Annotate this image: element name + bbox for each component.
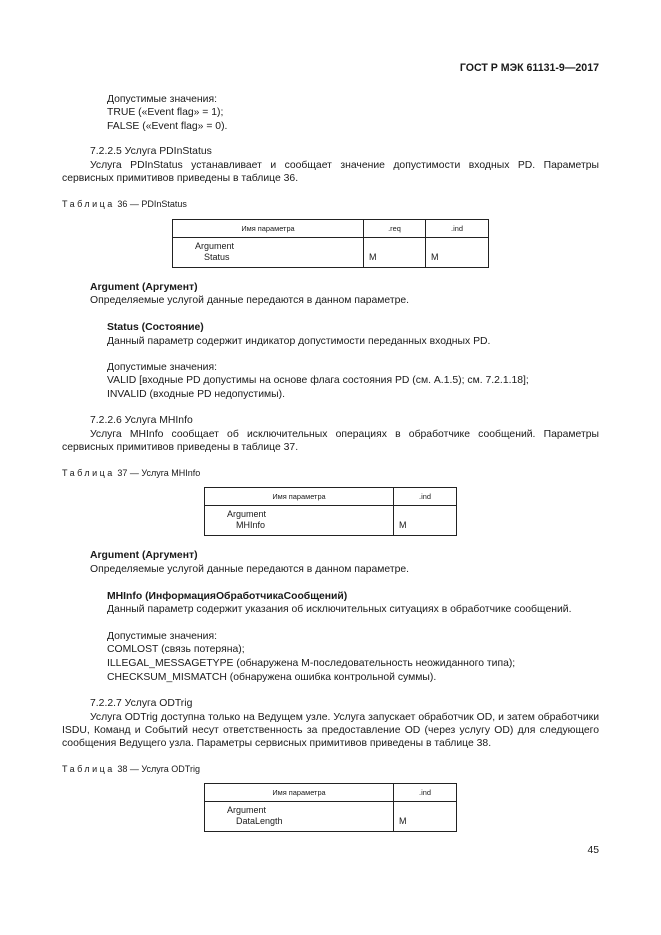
header-ind: .ind xyxy=(426,220,489,238)
table-37 xyxy=(204,487,457,536)
header-req: .req xyxy=(364,220,426,238)
table-37-caption xyxy=(62,467,200,480)
section-paragraph-7226: Услуга MHInfo сообщает об исключительных операциях в обработчике сообщений. Параметры сервисных примитивов приведены в таблице 37. xyxy=(62,429,599,453)
param-cell xyxy=(205,802,394,832)
allowed-value-illegal-messagetype: ILLEGAL_MESSAGETYPE (обнаружена M-последовательность неожиданного типа); xyxy=(107,658,516,669)
req-value: M xyxy=(364,238,426,268)
allowed-value-invalid: INVALID (входные PD недопустимы). xyxy=(107,389,285,400)
page-number: 45 xyxy=(587,845,599,856)
header-param-name: Имя параметра xyxy=(173,220,364,238)
header-ind: .ind xyxy=(394,784,457,802)
argument-text: Определяемые услугой данные передаются в данном параметре. xyxy=(90,564,410,575)
param-status: Status xyxy=(204,252,230,262)
table-caption-prefix: Таблица xyxy=(62,468,115,478)
allowed-value-checksum-mismatch: CHECKSUM_MISMATCH (обнаружена ошибка контрольной суммы). xyxy=(107,672,437,683)
table-caption-title: 36 — PDInStatus xyxy=(117,199,187,209)
argument-title: Argument (Аргумент) xyxy=(90,282,198,293)
status-title: Status (Состояние) xyxy=(107,322,204,333)
param-argument: Argument xyxy=(227,509,267,519)
param-argument: Argument xyxy=(195,241,235,251)
param-mhinfo: MHInfo xyxy=(236,520,266,530)
param-argument: Argument xyxy=(227,805,267,815)
table-38-caption xyxy=(62,763,200,776)
allowed-value-true: TRUE («Event flag» = 1); xyxy=(107,107,224,118)
allowed-values-title: Допустимые значения: xyxy=(107,362,217,373)
mhinfo-title: MHInfo (ИнформацияОбработчикаСообщений) xyxy=(107,591,348,602)
table-38 xyxy=(204,783,457,832)
argument-text: Определяемые услугой данные передаются в данном параметре. xyxy=(90,295,410,306)
table-caption-title: 38 — Услуга ODTrig xyxy=(117,764,200,774)
header-param-name: Имя параметра xyxy=(205,488,394,506)
mhinfo-text: Данный параметр содержит указания об исключительных ситуациях в обработчике сообщений. xyxy=(107,604,572,615)
section-heading-7225: 7.2.2.5 Услуга PDInStatus xyxy=(90,146,212,157)
allowed-values-title: Допустимые значения: xyxy=(107,631,217,642)
header-ind: .ind xyxy=(394,488,457,506)
argument-title: Argument (Аргумент) xyxy=(90,550,198,561)
ind-value: M xyxy=(394,506,457,536)
section-paragraph-7227: Услуга ODTrig доступна только на Ведущем узле. Услуга запускает обработчик OD, и затем обработчики ISDU, Команд и Событий несут ответственность за предоставление OD (через услугу OD) для следующего сообщения Ведущего узла. Параметры сервисных примитивов приведены в таблице 38. xyxy=(62,712,599,749)
allowed-value-comlost: COMLOST (связь потеряна); xyxy=(107,644,245,655)
table-caption-title: 37 — Услуга MHInfo xyxy=(117,468,201,478)
param-datalength: DataLength xyxy=(236,816,283,826)
section-paragraph-7225: Услуга PDInStatus устанавливает и сообщает значение допустимости входных PD. Параметры сервисных примитивов приведены в таблице 36. xyxy=(62,160,599,184)
header-param-name: Имя параметра xyxy=(205,784,394,802)
table-caption-prefix: Таблица xyxy=(62,199,115,209)
section-heading-7227: 7.2.2.7 Услуга ODTrig xyxy=(90,698,193,709)
ind-value: M xyxy=(394,802,457,832)
param-cell xyxy=(205,506,394,536)
status-text: Данный параметр содержит индикатор допустимости переданных входных PD. xyxy=(107,336,491,347)
ind-value: M xyxy=(426,238,489,268)
allowed-value-false: FALSE («Event flag» = 0). xyxy=(107,121,228,132)
table-36 xyxy=(172,219,489,268)
section-heading-7226: 7.2.2.6 Услуга MHInfo xyxy=(90,415,193,426)
allowed-values-title: Допустимые значения: xyxy=(107,94,217,105)
document-id: ГОСТ Р МЭК 61131-9—2017 xyxy=(459,62,599,74)
table-caption-prefix: Таблица xyxy=(62,764,115,774)
param-cell xyxy=(173,238,364,268)
table-36-caption xyxy=(62,198,187,211)
allowed-value-valid: VALID [входные PD допустимы на основе флага состояния PD (см. А.1.5); см. 7.2.1.18]; xyxy=(107,375,529,386)
